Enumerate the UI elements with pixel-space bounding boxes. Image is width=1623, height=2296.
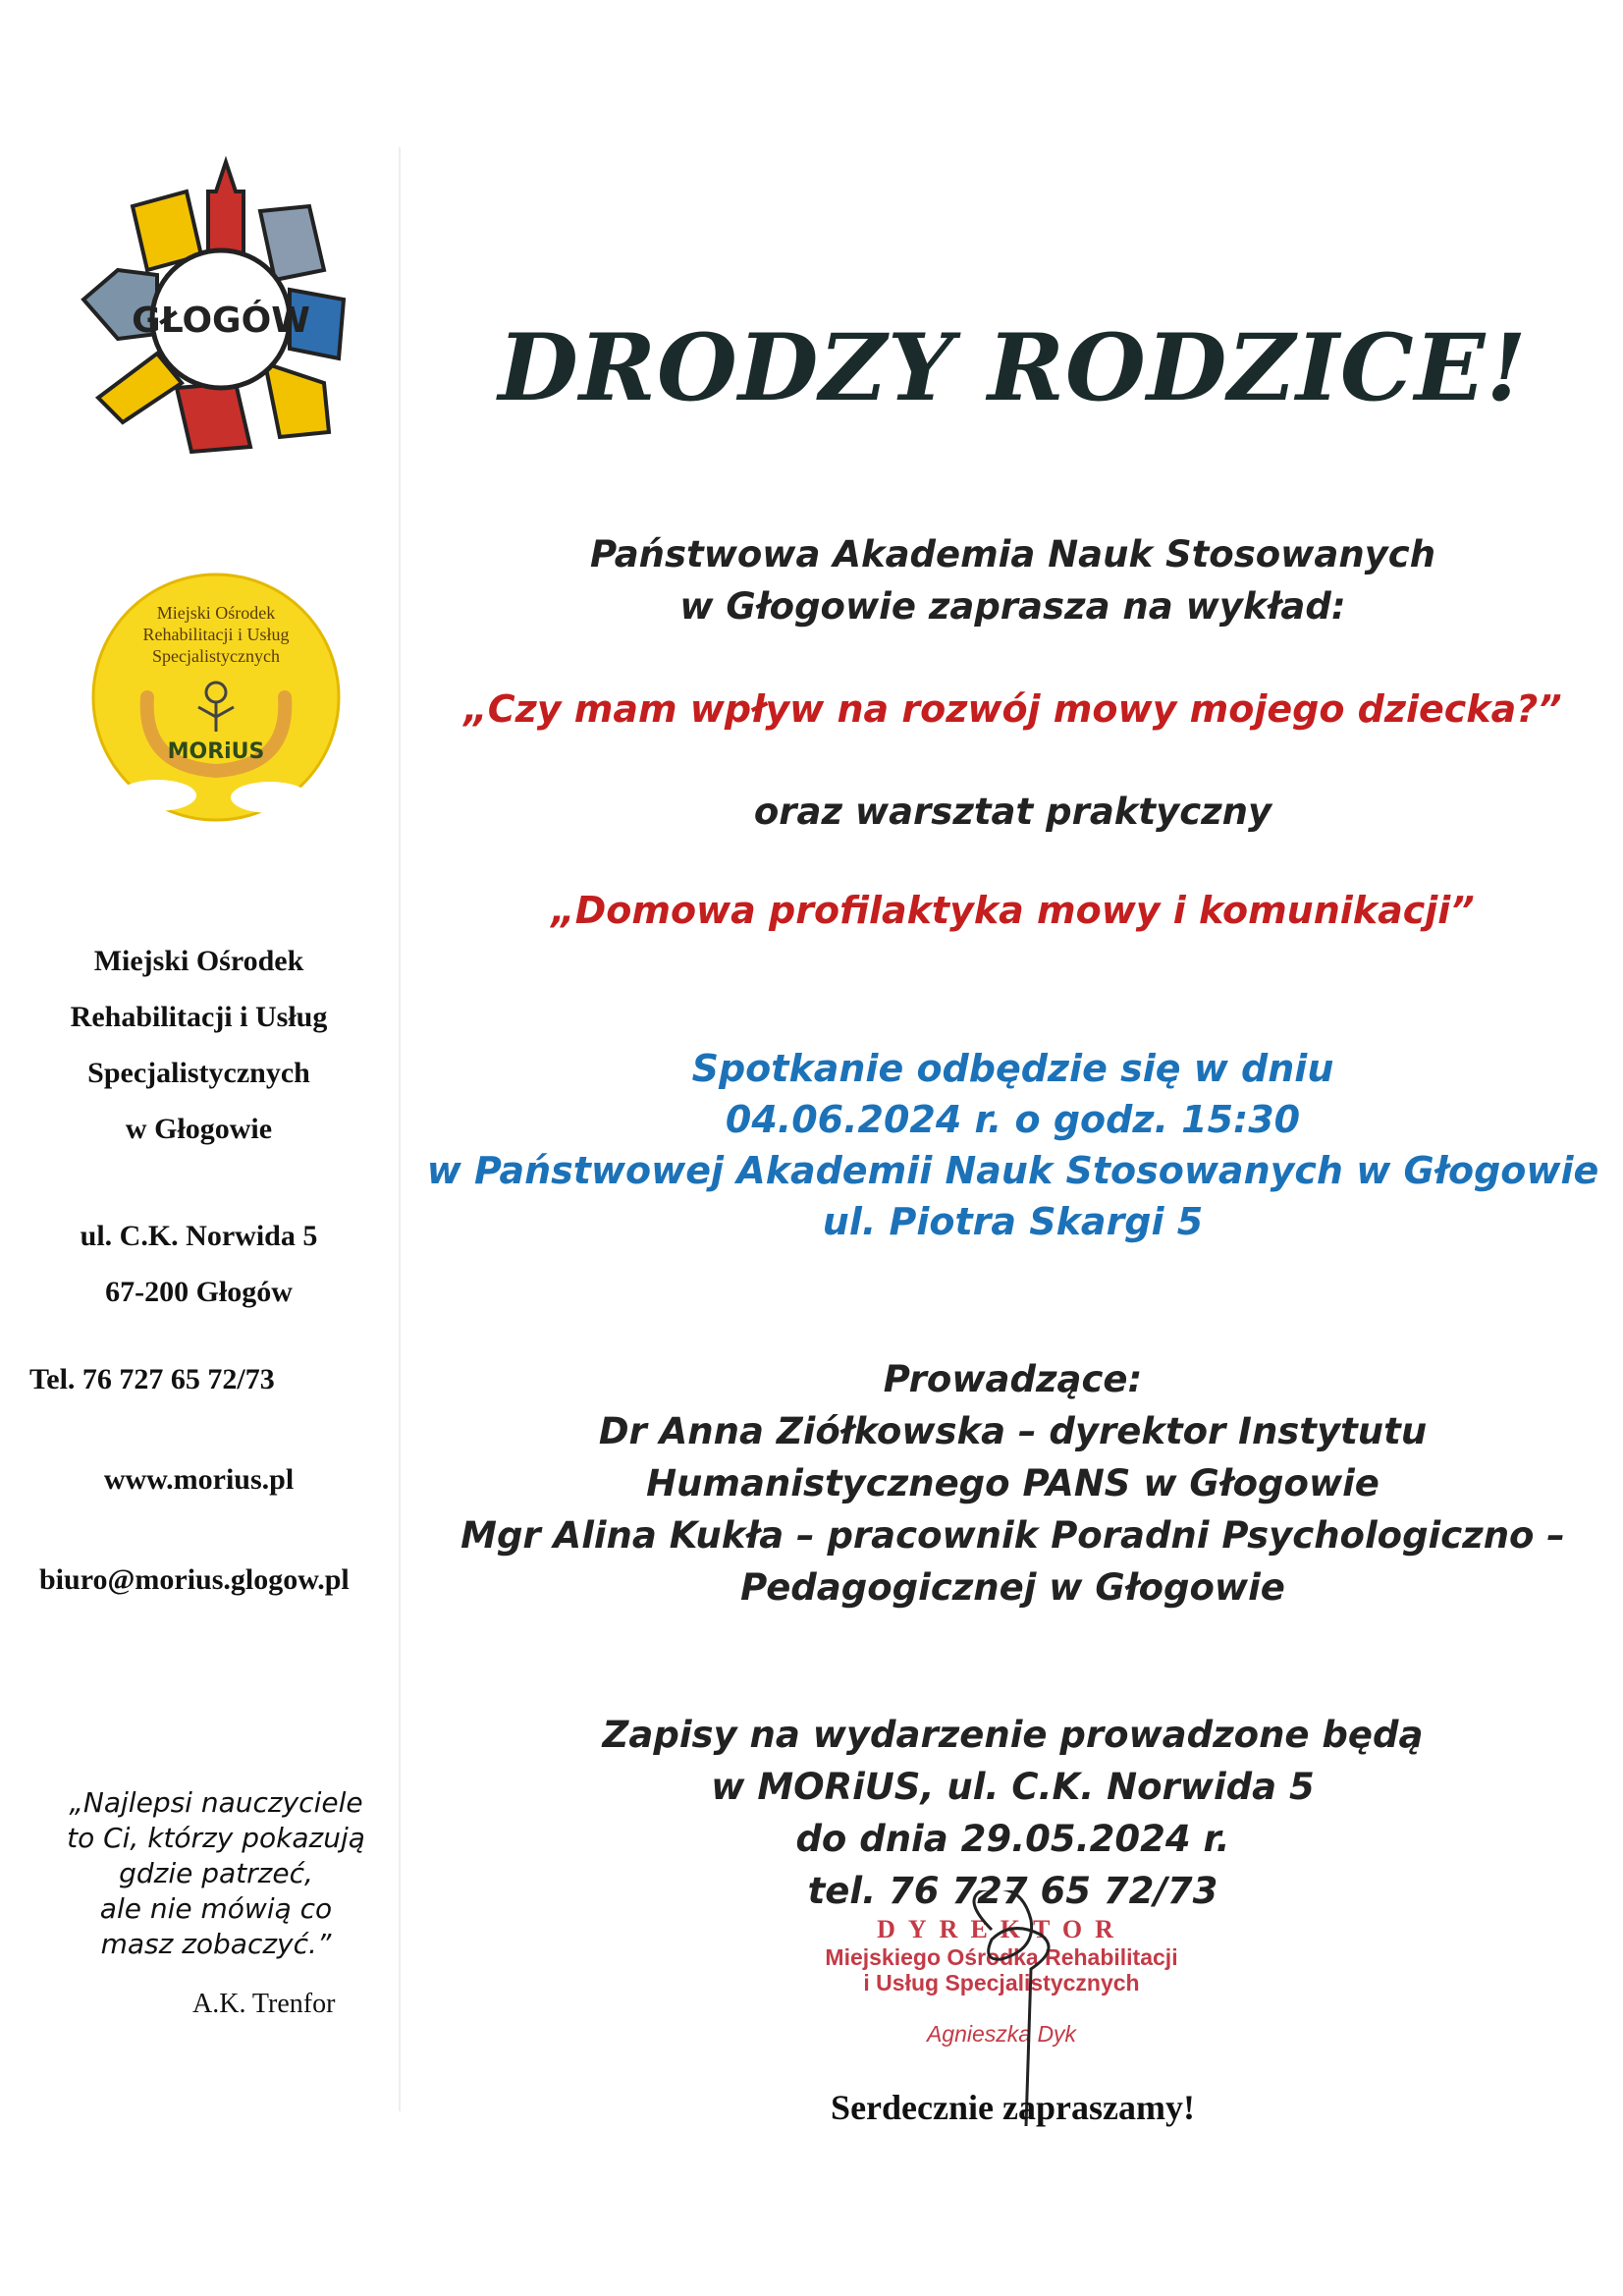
quote-line: ale nie mówią co [99,1892,333,1925]
intro [403,528,1623,632]
quote-line: to Ci, którzy pokazują [67,1822,365,1854]
morius-ring-line-2: Rehabilitacji i Usług [142,625,290,644]
morius-logo [88,570,344,825]
registration-line: w MORiUS, ul. C.K. Norwida 5 [711,1766,1315,1808]
stamp-line: i Usług Specjalistycznych [863,1970,1140,1995]
glogow-city-logo [79,152,363,466]
intro-line: Państwowa Akademia Nauk Stosowanych [589,533,1436,575]
sidebar [0,0,398,2296]
quote [39,1785,393,1962]
quote-line: masz zobaczyć.” [100,1928,332,1960]
org-website: www.morius.pl [103,1463,295,1496]
org-name [0,933,398,1157]
meeting-line: w Państwowej Akademii Nauk Stosowanych w Głogowie [426,1149,1599,1192]
org-phone: Tel. 76 727 65 72/73 [29,1363,275,1395]
meeting-line: Spotkanie odbędzie się w dniu [691,1047,1334,1090]
column-divider [399,147,401,2111]
stamp-name: Agnieszka Dyk [926,2021,1077,2047]
workshop-title: „Domowa profilaktyka mowy i komunikacji” [551,889,1475,932]
hosts-heading: Prowadzące: [883,1358,1143,1400]
org-address [0,1208,398,1320]
registration-line: tel. 76 727 65 72/73 [807,1870,1218,1912]
org-name-line: w Głogowie [125,1113,273,1145]
quote-line: gdzie patrzeć, [119,1857,313,1889]
main-content [403,0,1623,2296]
meeting-line: 04.06.2024 r. o godz. 15:30 [725,1098,1301,1141]
page-title: DRODZY RODZICE! [498,314,1528,422]
registration [403,1709,1623,1917]
address-line: ul. C.K. Norwida 5 [80,1220,318,1252]
lecture-title: „Czy mam wpływ na rozwój mowy mojego dziecka?” [463,687,1562,731]
meeting-info [403,1043,1623,1247]
hosts [403,1353,1623,1613]
host-line: Dr Anna Ziółkowska – dyrektor Instytutu [598,1410,1428,1452]
morius-ring-line-1: Miejski Ośrodek [156,603,276,623]
quote-author: A.K. Trenfor [192,1989,336,2019]
stamp-line: Miejskiego Ośrodka Rehabilitacji [825,1944,1178,1970]
org-name-line: Miejski Ośrodek [93,945,304,977]
quote-line: „Najlepsi nauczyciele [69,1786,363,1819]
morius-ring-line-3: Specjalistycznych [152,646,280,666]
org-name-line: Rehabilitacji i Usług [70,1001,328,1033]
morius-brand: MORiUS [167,739,265,764]
host-line: Pedagogicznej w Głogowie [740,1566,1285,1609]
connector-text: oraz warsztat praktyczny [753,791,1272,833]
host-line: Humanistycznego PANS w Głogowie [646,1462,1380,1504]
intro-line: w Głogowie zaprasza na wykład: [679,585,1346,628]
host-line: Mgr Alina Kukła – pracownik Poradni Psychologiczno – [460,1514,1565,1557]
registration-line: do dnia 29.05.2024 r. [795,1818,1230,1860]
org-name-line: Specjalistycznych [87,1057,310,1089]
meeting-line: ul. Piotra Skargi 5 [822,1200,1204,1243]
stamp-title: DYREKTOR [877,1915,1126,1943]
closing-text: Serdecznie zapraszamy! [831,2088,1195,2127]
address-line: 67-200 Głogów [105,1276,293,1308]
registration-line: Zapisy na wydarzenie prowadzone będą [602,1714,1424,1756]
org-email: biuro@morius.glogow.pl [39,1563,350,1596]
glogow-logo-text: GŁOGÓW [132,301,310,341]
